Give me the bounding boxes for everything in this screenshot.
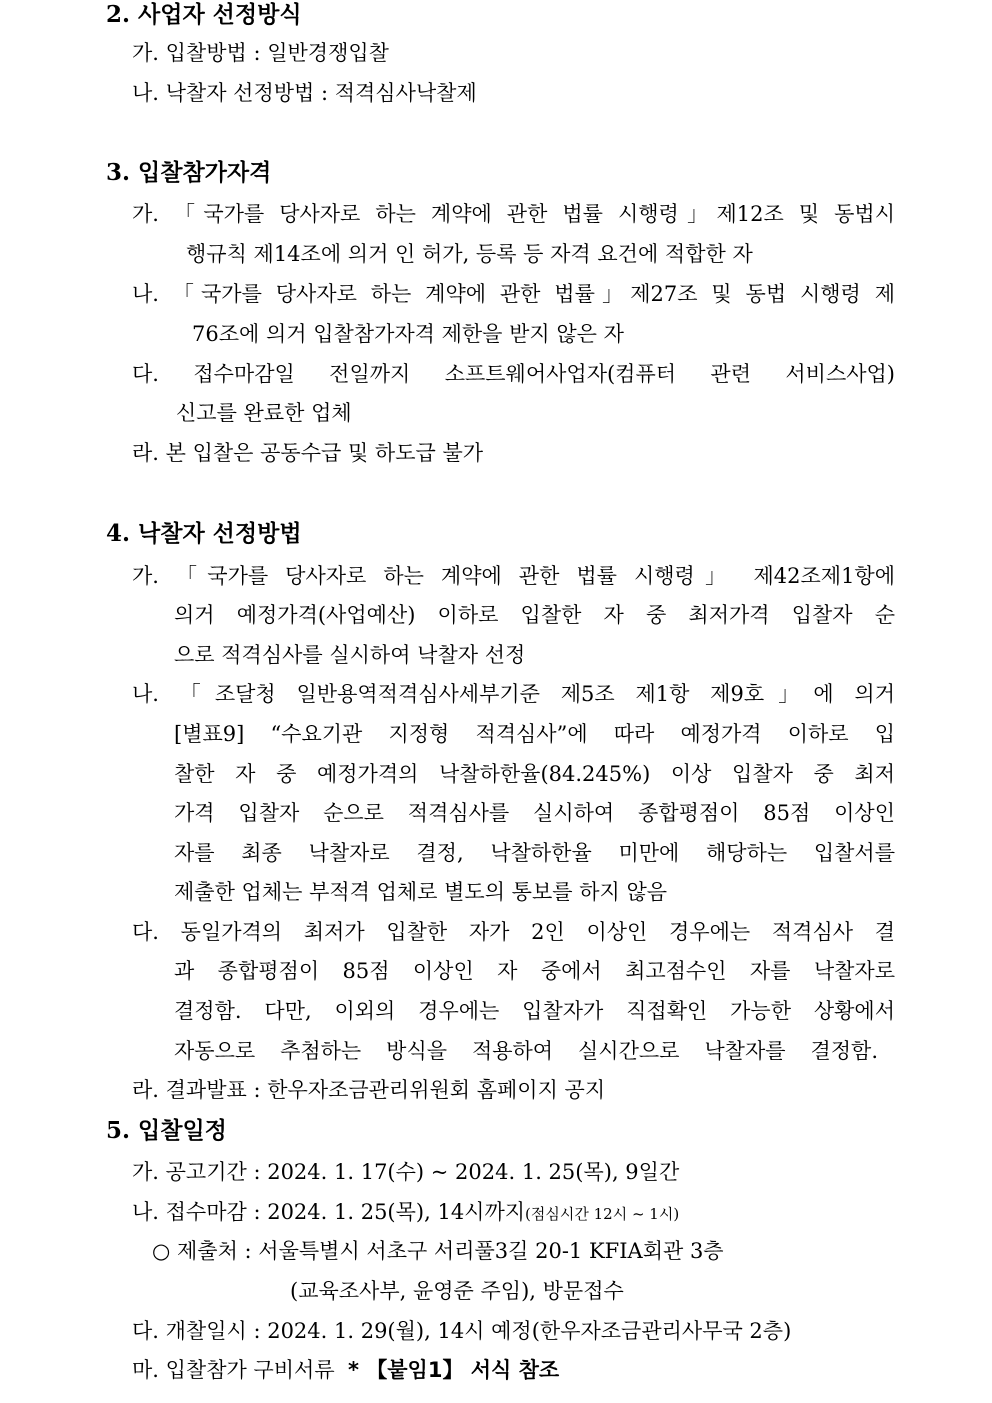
s5-submit-address: 제출처 : 서울특별시 서초구 서리풀3길 20-1 KFIA회관 3층 [177, 1239, 724, 1263]
s5-deadline-text: 나. 접수마감 : 2024. 1. 25(목), 14시까지 [132, 1200, 526, 1224]
s3-item-na-line1: 나. 「국가를 당사자로 하는 계약에 관한 법률」제27조 및 동법 시행령 제 [132, 282, 895, 306]
s5-documents-note: * 【붙임1】 서식 참조 [347, 1358, 560, 1382]
s3-item-ra: 라. 본 입찰은 공동수급 및 하도급 불가 [132, 441, 484, 465]
s5-opening: 다. 개찰일시 : 2024. 1. 29(월), 14시 예정(한우자조금관리사무국 2층) [132, 1319, 792, 1343]
s4-item-na-line1: 나. 「조달청 일반용역적격심사세부기준 제5조 제1항 제9호」에 의거 [132, 682, 895, 706]
s4-item-na-line4: 가격 입찰자 순으로 적격심사를 실시하여 종합평점이 85점 이상인 [174, 801, 895, 825]
s4-item-ga-line3: 으로 적격심사를 실시하여 낙찰자 선정 [174, 643, 526, 667]
s4-item-da-line4: 자동으로 추첨하는 방식을 적용하여 실시간으로 낙찰자를 결정함. [174, 1039, 878, 1063]
s4-item-na-line5: 자를 최종 낙찰자로 결정, 낙찰하한율 미만에 해당하는 입찰서를 [174, 841, 895, 865]
s5-deadline [132, 1197, 679, 1229]
s4-item-da-line3: 결정함. 다만, 이외의 경우에는 입찰자가 직접확인 가능한 상황에서 [174, 999, 895, 1023]
s4-item-ga-line1: 가. 「국가를 당사자로 하는 계약에 관한 법률 시행령」 제42조제1항에 [132, 564, 895, 588]
section-4-title: 4. 낙찰자 선정방법 [106, 520, 302, 547]
s3-item-da-line2: 신고를 완료한 업체 [176, 401, 352, 425]
s3-item-da-line1: 다. 접수마감일 전일까지 소프트웨어사업자(컴퓨터 관련 서비스사업) [132, 362, 895, 386]
s4-item-na-line3: 찰한 자 중 예정가격의 낙찰하한율(84.245%) 이상 입찰자 중 최저 [174, 762, 895, 786]
s5-submit-line2: (교육조사부, 윤영준 주임), 방문접수 [290, 1279, 624, 1303]
s5-submit-line1 [152, 1236, 724, 1266]
s3-item-na-line2: 76조에 의거 입찰참가자격 제한을 받지 않은 자 [192, 322, 624, 346]
s4-item-na-line2: [별표9] “수요기관 지정형 적격심사”에 따라 예정가격 이하로 입 [174, 722, 895, 746]
section-5-title: 5. 입찰일정 [106, 1117, 227, 1144]
s4-item-ga-line2: 의거 예정가격(사업예산) 이하로 입찰한 자 중 최저가격 입찰자 순 [174, 603, 895, 627]
s5-notice-period: 가. 공고기간 : 2024. 1. 17(수) ~ 2024. 1. 25(목), 9일간 [132, 1160, 680, 1184]
s4-item-da-line1: 다. 동일가격의 최저가 입찰한 자가 2인 이상인 경우에는 적격심사 결 [132, 920, 895, 944]
s4-item-na-line6: 제출한 업체는 부적격 업체로 별도의 통보를 하지 않음 [174, 880, 668, 904]
s3-item-ga-line2: 행규칙 제14조에 의거 인 허가, 등록 등 자격 요건에 적합한 자 [186, 242, 753, 266]
s2-item-bidding-method: 가. 입찰방법 : 일반경쟁입찰 [132, 41, 389, 65]
circle-bullet-icon: ○ [152, 1239, 171, 1263]
s4-item-ra: 라. 결과발표 : 한우자조금관리위원회 홈페이지 공지 [132, 1078, 606, 1102]
s5-documents [132, 1355, 559, 1385]
s5-documents-label: 마. 입찰참가 구비서류 [132, 1358, 335, 1382]
section-3-title: 3. 입찰참가자격 [106, 159, 272, 186]
s3-item-ga-line1: 가. 「국가를 당사자로 하는 계약에 관한 법률 시행령」제12조 및 동법시 [132, 202, 895, 226]
s4-item-da-line2: 과 종합평점이 85점 이상인 자 중에서 최고점수인 자를 낙찰자로 [174, 959, 895, 983]
section-2-title: 2. 사업자 선정방식 [106, 1, 302, 28]
s5-deadline-note: (점심시간 12시 ~ 1시) [525, 1205, 680, 1223]
s2-item-selection-method: 나. 낙찰자 선정방법 : 적격심사낙찰제 [132, 81, 477, 105]
